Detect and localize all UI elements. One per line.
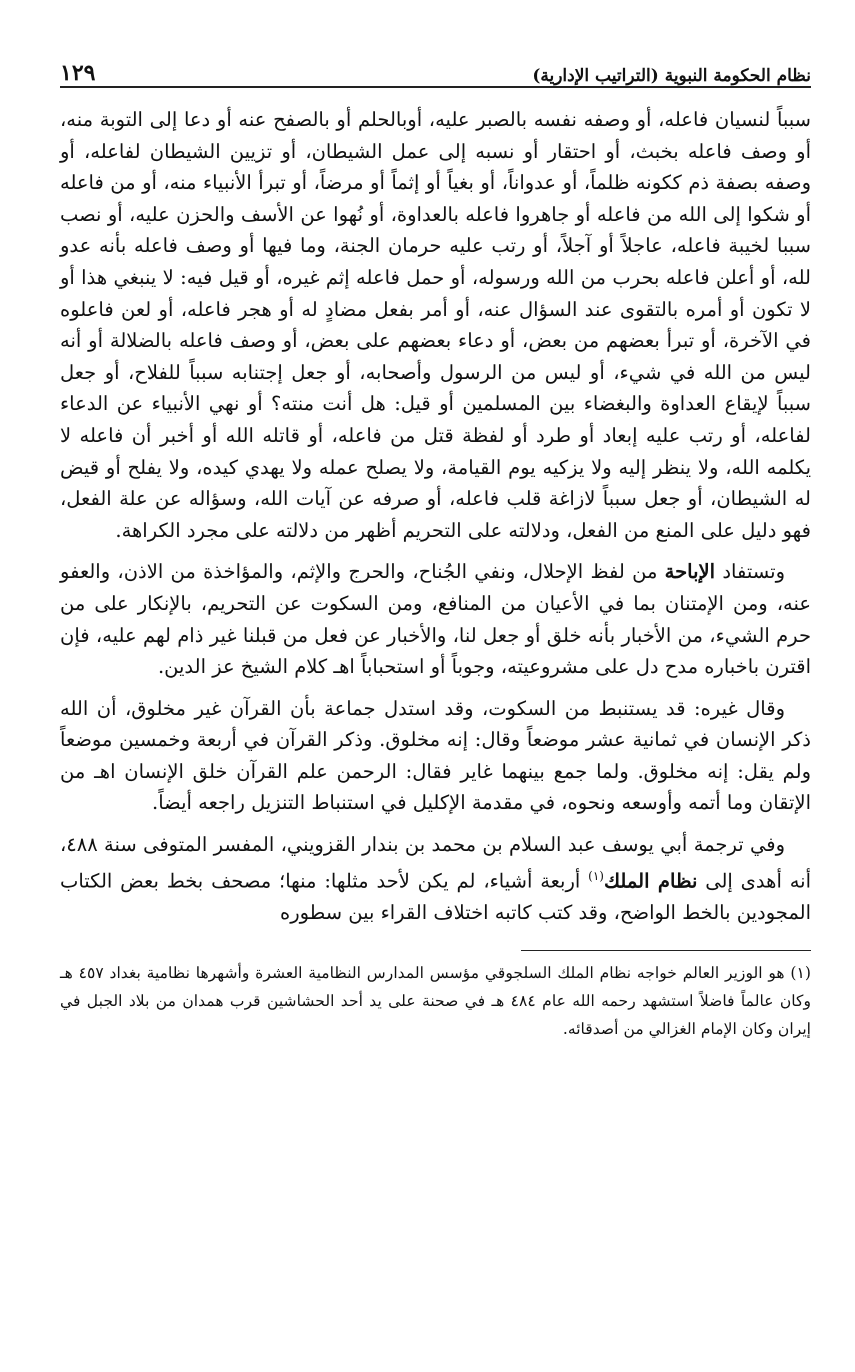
paragraph-prohibition-indicators: سبباً لنسيان فاعله، أو وصفه نفسه بالصبر عليه، أوبالحلم أو بالصفح عنه أو دعا إلى التوبة منه، أو وصف فاعله بخبث، أو احتقار أو نسبه إلى عمل الشيطان، أو تزيين الشيطان لفاعله، أو وصفه بصفة ذم ككونه ظلماً، أو عدواناً، أو بغياً أو إثماً أو مرضاً، أو تبرأ الأنبياء منه، أو من فاعله أو شكوا إلى الله من فاعله أو جاهروا فاعله بالعداوة، أو نُهوا عن الأسف والحزن عليه، أو نصب سببا لخيبة فاعله، عاجلاً أو آجلاً، أو رتب عليه حرمان الجنة، وما فيها أو وصف فاعله بأنه عدو لله، أو أعلن فاعله بحرب من الله ورسوله، أو حمل فاعله إثم غيره، أو قيل فيه: لا ينبغي هذا أو لا تكون أو أمره بالتقوى عند السؤال عنه، أو أمر بفعل مضادٍ له أو هجر فاعله، أو لعن فاعلوه في الآخرة، أو تبرأ بعضهم من بعض، أو دعاء بعضهم على بعض، أو وصف فاعله بالضلالة أو أنه ليس من الله في شيء، أو ليس من الرسول وأصحابه، أو جعل إجتنابه سبباً للفلاح، أو جعل سبباً لإيقاع العداوة والبغضاء بين المسلمين أو قيل: هل أنت منته؟ أو نهي الأنبياء عن الدعاء لفاعله، أو رتب عليه إبعاد أو طرد أو لفظة قتل من فاعله، أو قاتله الله أو أخبر أن فاعله لا يكلمه الله، ولا ينظر إليه ولا يزكيه يوم القيامة، ولا يصلح عمله ولا يهدي كيده، ولا يفلح أو قيض له الشيطان، أو جعل سبباً لازاغة قلب فاعله، أو صرفه عن آيات الله، وسؤاله عن علة الفعل، فهو دليل على المنع من الفعل، ودلالته على التحريم أظهر من دلالته على مجرد الكراهة. [60, 108, 811, 542]
footnote-1: (١) هو الوزير العالم خواجه نظام الملك السلجوقي مؤسس المدارس النظامية العشرة وأشهرها نظامية بغداد ٤٥٧ هـ وكان عالماً فاضلاً استشهد رحمه الله عام ٤٨٤ هـ في صحنة على يد أحد الحشاشين قرب همدان من بلاد الجبل في إيران وكان الإمام الغزالي من أصدقائه. [60, 964, 812, 1039]
bold-term-nizam-al-mulk: نظام الملك [603, 869, 698, 893]
bold-term-ibaha: الإباحة [664, 560, 716, 584]
paragraph-silence-inference: وقال غيره: قد يستنبط من السكوت، وقد استدل جماعة بأن القرآن غير مخلوق، أن الله ذكر الإنسان في ثمانية عشر موضعاً وقال: إنه مخلوق. وذكر القرآن في أربعة وخمسين موضعاً ولم يقل: إنه مخلوق. ولما جمع بينهما غاير فقال: الرحمن علم القرآن خلق الإنسان اهـ من الإتقان وما أتمه وأوسعه ونحوه، في مقدمة الإكليل في استنباط التنزيل راجعه أيضاً. [60, 696, 811, 815]
running-title: نظام الحكومة النبوية (التراتيب الإدارية) [532, 66, 811, 86]
paragraph-text: وتستفاد [715, 560, 785, 584]
paragraph-biography [60, 829, 811, 928]
paragraph-text: من لفظ الإحلال، ونفي الجُناح، والحرج والإثم، والمؤاخذة من الاذن، والعفو عنه، ومن الإمتنان بما في الأعيان من المنافع، ومن السكوت عن التحريم، بالإنكار على من حرم الشيء، من الأخبار بأنه خلق أو جعل لنا، والأخبار عن فعل من قبلنا غير ذام لهم عليه، فإن اقترن باخباره مدح دل على مشروعيته، وجوباً أو استحباباً اهـ كلام الشيخ عز الدين. [60, 560, 811, 679]
page-number: ١٢٩ [60, 60, 96, 86]
footnotes [60, 959, 811, 1043]
footnote-divider [521, 950, 811, 951]
main-text [60, 104, 811, 928]
page-header [60, 56, 811, 88]
paragraph-permissibility [60, 556, 811, 682]
paragraph-text: أربعة أشياء، لم يكن لأحد مثلها: منها؛ مصحف بخط بعض الكتاب المجودين بالخط الواضح، وقد كتب كاتبه اختلاف القراء بين سطوره [60, 869, 811, 924]
paragraph-text: وفي ترجمة أبي يوسف عبد السلام بن محمد بن بندار القزويني، المفسر المتوفى سنة ٤٨٨، أنه أهدى إلى [60, 833, 811, 893]
footnote-reference-marker: (١) [588, 868, 604, 883]
